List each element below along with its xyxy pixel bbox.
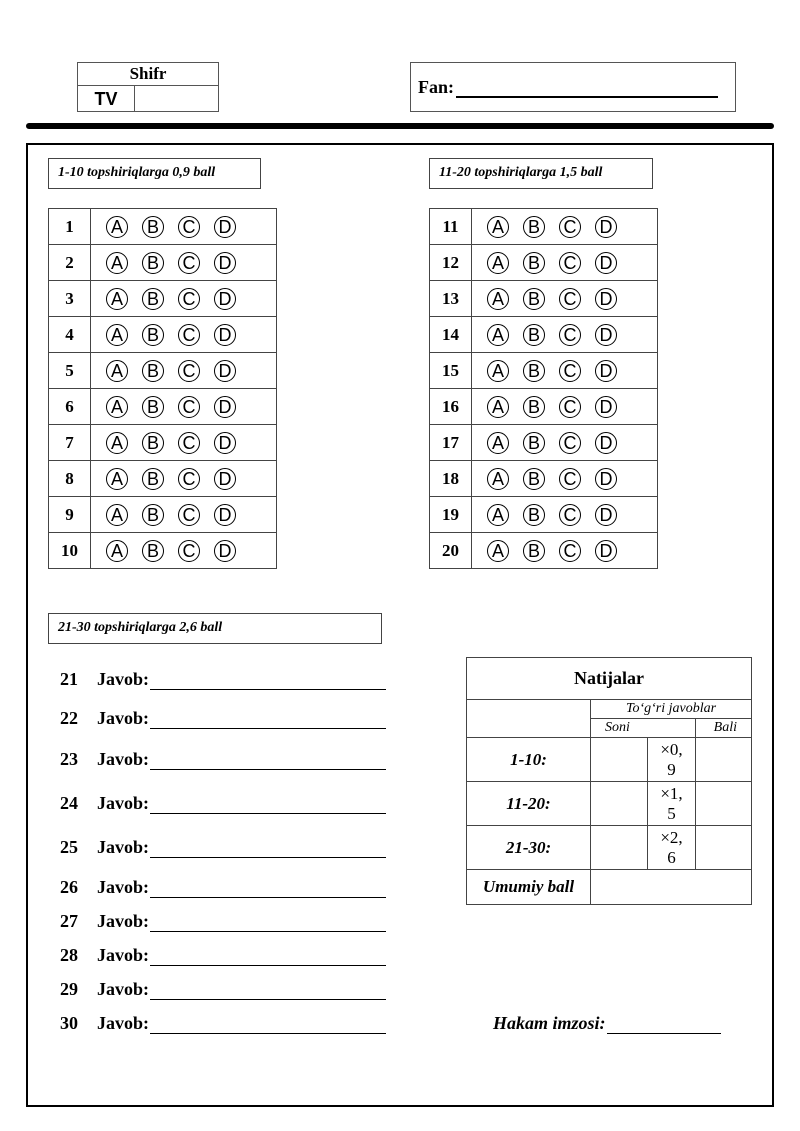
question-number: 3 [49,281,91,317]
option-bubble-b[interactable]: B [142,432,164,454]
judge-signature-field[interactable] [607,1015,721,1034]
open-answer-row [60,793,386,814]
option-bubble-a[interactable]: A [106,252,128,274]
option-bubble-a[interactable]: A [487,288,509,310]
cipher-code: TV [78,86,135,112]
option-bubble-c[interactable]: C [178,504,200,526]
option-bubble-a[interactable]: A [487,324,509,346]
answer-options [91,317,277,353]
question-number: 1 [49,209,91,245]
option-bubble-b[interactable]: B [142,396,164,418]
judge-signature-label: Hakam imzosi: [493,1013,606,1033]
results-title: Natijalar [467,658,752,700]
option-bubble-c[interactable]: C [178,468,200,490]
question-number: 10 [49,533,91,569]
judge-signature [493,1013,721,1034]
answer-options [91,461,277,497]
question-number: 20 [430,533,472,569]
question-row [430,533,658,569]
open-answer-row [60,669,386,690]
question-row [430,317,658,353]
answer-options [472,245,658,281]
answer-label: Javob: [97,911,150,931]
option-bubble-d[interactable]: D [595,504,617,526]
option-bubble-d[interactable]: D [595,540,617,562]
option-bubble-c[interactable]: C [559,396,581,418]
question-row [49,317,277,353]
question-row [49,209,277,245]
option-bubble-d[interactable]: D [214,288,236,310]
answer-field[interactable] [150,751,386,770]
option-bubble-b[interactable]: B [142,468,164,490]
option-bubble-d[interactable]: D [214,324,236,346]
option-bubble-d[interactable]: D [214,252,236,274]
answer-field[interactable] [150,1015,386,1034]
question-number: 4 [49,317,91,353]
option-bubble-b[interactable]: B [523,216,545,238]
question-number: 18 [430,461,472,497]
answer-field[interactable] [150,879,386,898]
option-bubble-d[interactable]: D [595,324,617,346]
header-divider [26,123,774,129]
multiplier [648,738,696,782]
answer-options [91,209,277,245]
count-field[interactable] [591,738,648,782]
answer-options [91,389,277,425]
results-table [466,657,752,905]
question-row [430,353,658,389]
option-bubble-b[interactable]: B [142,540,164,562]
question-row [430,497,658,533]
answer-options [91,281,277,317]
count-column-header: Soni [591,719,696,738]
total-score-label: Umumiy ball [467,870,591,905]
multiplier-top: ×0, [660,739,683,759]
open-answer-row [60,877,386,898]
open-question-number: 24 [60,793,78,813]
range-label: 11-20: [467,782,591,826]
multiplier-top: ×2, [660,827,683,847]
answer-field[interactable] [150,981,386,1000]
option-bubble-c[interactable]: C [178,360,200,382]
option-bubble-c[interactable]: C [559,540,581,562]
question-number: 11 [430,209,472,245]
open-question-number: 28 [60,945,78,965]
answer-grid-11-20 [429,208,658,569]
answer-options [91,533,277,569]
option-bubble-b[interactable]: B [142,216,164,238]
count-field[interactable] [591,782,648,826]
score-field[interactable] [696,782,752,826]
open-question-number: 23 [60,749,78,769]
option-bubble-c[interactable]: C [178,396,200,418]
option-bubble-b[interactable]: B [523,360,545,382]
option-bubble-c[interactable]: C [559,324,581,346]
option-bubble-c[interactable]: C [559,360,581,382]
question-row [49,389,277,425]
open-answer-row [60,837,386,858]
answer-label: Javob: [97,945,150,965]
option-bubble-c[interactable]: C [178,540,200,562]
section-label-21-30: 21-30 topshiriqlarga 2,6 ball [48,613,382,644]
score-field[interactable] [696,738,752,782]
option-bubble-b[interactable]: B [523,540,545,562]
answer-options [91,497,277,533]
answer-field[interactable] [150,710,386,729]
answer-label: Javob: [97,793,150,813]
option-bubble-a[interactable]: A [106,288,128,310]
option-bubble-a[interactable]: A [106,216,128,238]
answer-label: Javob: [97,749,150,769]
results-row [467,738,752,782]
correct-answers-header: To‘g‘ri javoblar [591,700,752,719]
option-bubble-b[interactable]: B [142,504,164,526]
option-bubble-b[interactable]: B [523,324,545,346]
answer-options [472,353,658,389]
answer-field[interactable] [150,947,386,966]
option-bubble-b[interactable]: B [523,468,545,490]
option-bubble-a[interactable]: A [487,432,509,454]
option-bubble-b[interactable]: B [523,252,545,274]
question-row [430,425,658,461]
option-bubble-d[interactable]: D [595,288,617,310]
total-score-field[interactable] [591,870,752,905]
open-answer-row [60,979,386,1000]
option-bubble-c[interactable]: C [178,432,200,454]
answer-options [91,245,277,281]
option-bubble-d[interactable]: D [595,360,617,382]
option-bubble-a[interactable]: A [106,324,128,346]
option-bubble-c[interactable]: C [559,432,581,454]
cipher-value-field[interactable] [135,86,218,112]
question-number: 5 [49,353,91,389]
option-bubble-c[interactable]: C [559,216,581,238]
multiplier [648,826,696,870]
open-question-number: 30 [60,1013,78,1033]
answer-options [472,425,658,461]
question-number: 12 [430,245,472,281]
answer-label: Javob: [97,877,150,897]
option-bubble-d[interactable]: D [595,216,617,238]
answer-options [472,389,658,425]
open-answer-row [60,749,386,770]
open-answer-row [60,1013,386,1034]
multiplier [648,782,696,826]
option-bubble-d[interactable]: D [595,432,617,454]
score-column-header: Bali [696,719,752,738]
answer-label: Javob: [97,837,150,857]
open-question-number: 29 [60,979,78,999]
subject-box [410,62,736,112]
option-bubble-c[interactable]: C [559,504,581,526]
option-bubble-d[interactable]: D [214,396,236,418]
question-row [430,461,658,497]
option-bubble-c[interactable]: C [178,288,200,310]
option-bubble-d[interactable]: D [595,252,617,274]
option-bubble-c[interactable]: C [559,252,581,274]
option-bubble-b[interactable]: B [142,360,164,382]
question-row [49,353,277,389]
answer-options [472,209,658,245]
option-bubble-a[interactable]: A [106,540,128,562]
multiplier-bottom: 5 [667,803,676,823]
question-number: 8 [49,461,91,497]
answer-options [91,353,277,389]
subject-field[interactable] [456,78,718,98]
multiplier-bottom: 9 [667,759,676,779]
answer-field[interactable] [150,913,386,932]
option-bubble-b[interactable]: B [523,504,545,526]
option-bubble-b[interactable]: B [142,288,164,310]
option-bubble-b[interactable]: B [523,288,545,310]
open-question-number: 27 [60,911,78,931]
open-answer-row [60,945,386,966]
answer-options [472,281,658,317]
option-bubble-a[interactable]: A [487,396,509,418]
answer-label: Javob: [97,708,150,728]
open-answer-row [60,708,386,729]
question-number: 17 [430,425,472,461]
question-row [49,425,277,461]
score-field[interactable] [696,826,752,870]
option-bubble-a[interactable]: A [106,360,128,382]
option-bubble-b[interactable]: B [142,252,164,274]
option-bubble-a[interactable]: A [106,396,128,418]
option-bubble-d[interactable]: D [595,396,617,418]
question-row [430,281,658,317]
option-bubble-a[interactable]: A [487,360,509,382]
count-field[interactable] [591,826,648,870]
option-bubble-d[interactable]: D [214,432,236,454]
answer-field[interactable] [150,671,386,690]
open-question-number: 25 [60,837,78,857]
question-number: 7 [49,425,91,461]
option-bubble-a[interactable]: A [487,468,509,490]
answer-field[interactable] [150,795,386,814]
option-bubble-a[interactable]: A [487,252,509,274]
cipher-box [77,62,219,112]
question-row [430,209,658,245]
option-bubble-d[interactable]: D [214,216,236,238]
question-number: 19 [430,497,472,533]
answer-grid-1-10 [48,208,277,569]
open-question-number: 21 [60,669,78,689]
question-row [49,281,277,317]
option-bubble-a[interactable]: A [487,504,509,526]
option-bubble-d[interactable]: D [214,504,236,526]
option-bubble-d[interactable]: D [595,468,617,490]
question-row [49,533,277,569]
results-row [467,826,752,870]
question-number: 2 [49,245,91,281]
option-bubble-b[interactable]: B [523,432,545,454]
open-answer-row [60,911,386,932]
option-bubble-a[interactable]: A [487,216,509,238]
option-bubble-c[interactable]: C [559,288,581,310]
subject-label: Fan: [418,77,454,97]
option-bubble-a[interactable]: A [487,540,509,562]
open-question-number: 26 [60,877,78,897]
question-row [430,245,658,281]
multiplier-top: ×1, [660,783,683,803]
answer-options [472,317,658,353]
option-bubble-a[interactable]: A [106,432,128,454]
option-bubble-b[interactable]: B [142,324,164,346]
option-bubble-d[interactable]: D [214,360,236,382]
answer-label: Javob: [97,1013,150,1033]
section-label-11-20: 11-20 topshiriqlarga 1,5 ball [429,158,653,189]
option-bubble-d[interactable]: D [214,540,236,562]
option-bubble-c[interactable]: C [559,468,581,490]
section-label-1-10: 1-10 topshiriqlarga 0,9 ball [48,158,261,189]
question-number: 16 [430,389,472,425]
option-bubble-b[interactable]: B [523,396,545,418]
question-row [49,245,277,281]
question-row [49,497,277,533]
question-row [430,389,658,425]
range-label: 21-30: [467,826,591,870]
range-label: 1-10: [467,738,591,782]
answer-options [472,497,658,533]
multiplier-bottom: 6 [667,847,676,867]
option-bubble-c[interactable]: C [178,216,200,238]
option-bubble-c[interactable]: C [178,252,200,274]
option-bubble-d[interactable]: D [214,468,236,490]
answer-label: Javob: [97,979,150,999]
question-number: 14 [430,317,472,353]
answer-options [472,461,658,497]
answer-label: Javob: [97,669,150,689]
question-number: 15 [430,353,472,389]
option-bubble-a[interactable]: A [106,504,128,526]
answer-options [91,425,277,461]
answer-options [472,533,658,569]
question-number: 9 [49,497,91,533]
open-question-number: 22 [60,708,78,728]
option-bubble-c[interactable]: C [178,324,200,346]
answer-field[interactable] [150,839,386,858]
results-row [467,782,752,826]
question-number: 13 [430,281,472,317]
question-number: 6 [49,389,91,425]
question-row [49,461,277,497]
cipher-title: Shifr [78,63,218,86]
option-bubble-a[interactable]: A [106,468,128,490]
